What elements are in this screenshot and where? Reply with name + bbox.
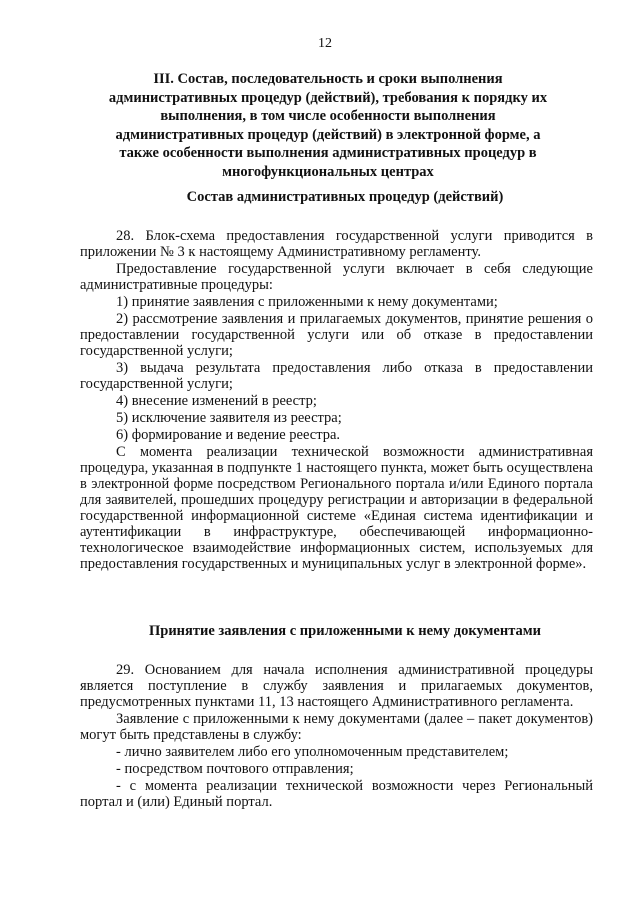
list-item: 6) формирование и ведение реестра. — [116, 427, 341, 443]
paragraph: 28. Блок-схема предоставления государственной услуги приводится в приложении № 3 к настоящему Административному регламенту. — [80, 228, 593, 260]
paragraph: С момента реализации технической возможности административная процедура, указанная в подпункте 1 настоящего пункта, может быть осуществлена в электронной форме посредством Регионального портала и/или Единого портала для заявителей, прошедших процедуру регистрации и авторизации в федеральной государственной информационной системе «Единая система идентификации и аутентификации в инфраструктуре, обеспечивающей информационно-технологическое взаимодействие информационных систем, используемых для предоставления государственных и муниципальных услуг в электронной форме». — [80, 444, 593, 572]
list-item: 5) исключение заявителя из реестра; — [116, 410, 342, 426]
paragraph: Предоставление государственной услуги включает в себя следующие административные процедуры: — [80, 261, 593, 293]
paragraph-block-28 — [80, 228, 593, 573]
page-number: 12 — [318, 36, 332, 51]
list-item: - с момента реализации технической возможности через Региональный портал и (или) Единый портал. — [80, 778, 593, 810]
list-item: 4) внесение изменений в реестр; — [116, 393, 317, 409]
subheading-procedures-composition: Состав административных процедур (действий) — [186, 189, 504, 205]
paragraph-block-29 — [80, 662, 593, 811]
paragraph: Заявление с приложенными к нему документами (далее – пакет документов) могут быть представлены в службу: — [80, 711, 593, 743]
paragraph: 29. Основанием для начала исполнения административной процедуры является поступление в службу заявления и прилагаемых документов, предусмотренных пунктами 11, 13 настоящего Административного регламента. — [80, 662, 593, 710]
section-title: III. Состав, последовательность и сроки выполнения административных процедур (действий), требования к порядку их выполнения, в том числе особенности выполнения административных процедур (действий) в электронной форме, а также особенности выполнения административных процедур в многофункциональных центрах — [108, 71, 548, 180]
list-item: - посредством почтового отправления; — [116, 761, 354, 777]
list-item: 2) рассмотрение заявления и прилагаемых документов, принятие решения о предоставлении государственной услуги или об отказе в предоставлении государственной услуги; — [80, 311, 593, 359]
list-item: 1) принятие заявления с приложенными к нему документами; — [116, 294, 498, 310]
list-item: 3) выдача результата предоставления либо отказа в предоставлении государственной услуги; — [80, 360, 593, 392]
list-item: - лично заявителем либо его уполномоченным представителем; — [116, 744, 509, 760]
subheading-application-acceptance: Принятие заявления с приложенными к нему документами — [148, 623, 541, 639]
